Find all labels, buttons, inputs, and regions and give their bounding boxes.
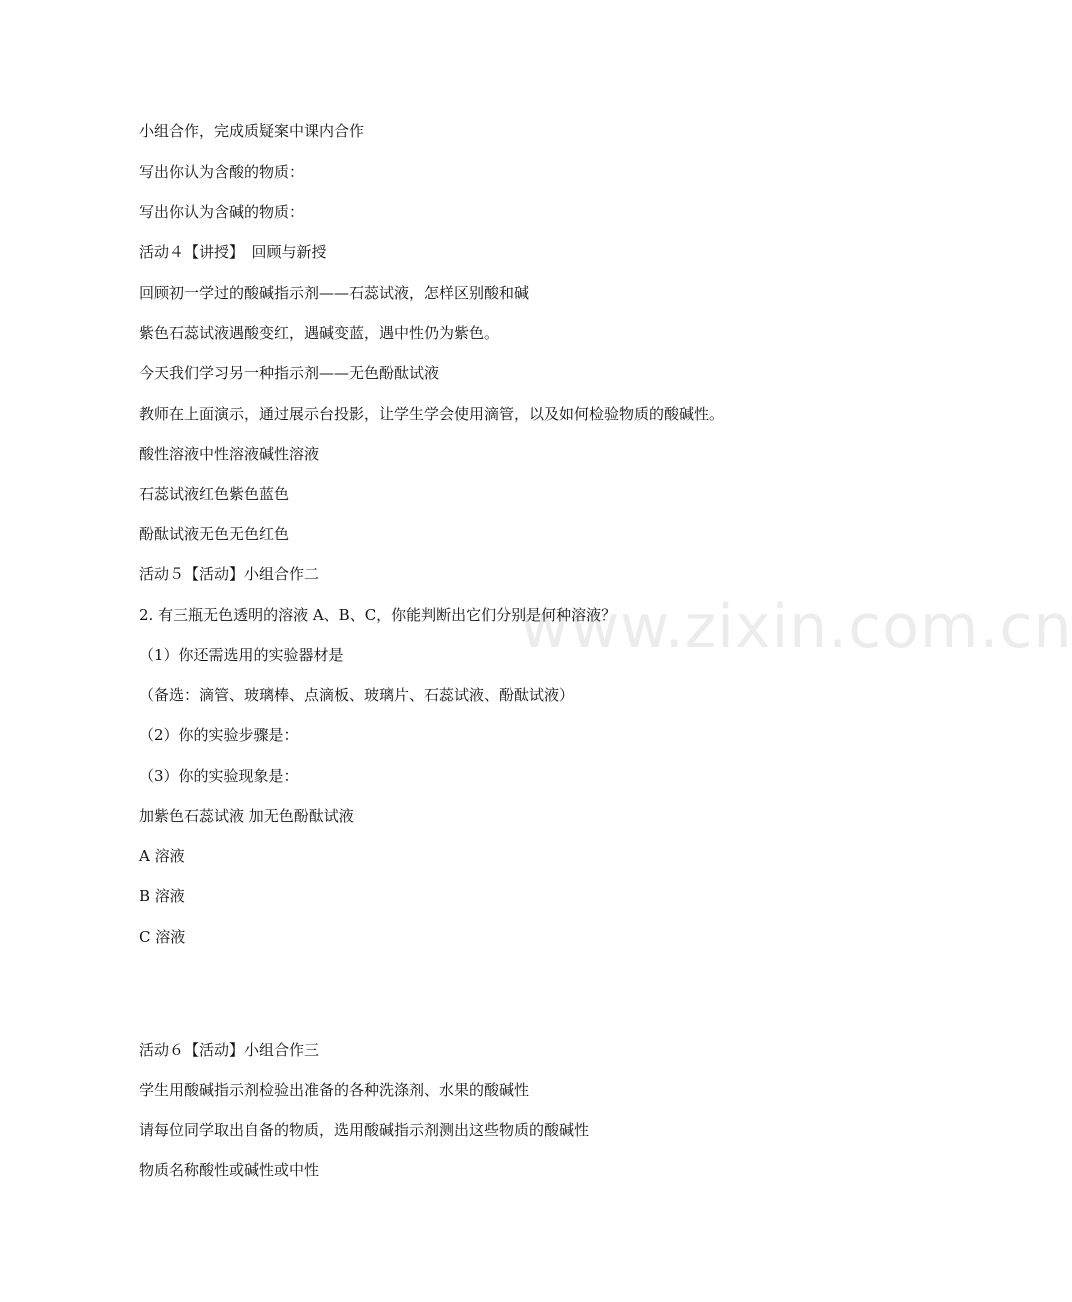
text-line: 活动５【活动】小组合作二 [139, 565, 320, 583]
text-line: 紫色石蕊试液遇酸变红，遇碱变蓝，遇中性仍为紫色。 [139, 324, 500, 342]
text-line: 酚酞试液无色无色红色 [139, 525, 290, 543]
text-line: （备选：滴管、玻璃棒、点滴板、玻璃片、石蕊试液、酚酞试液） [139, 686, 575, 704]
text-line: 加紫色石蕊试液 加无色酚酞试液 [139, 807, 354, 825]
text-line: 学生用酸碱指示剂检验出准备的各种洗涤剂、水果的酸碱性 [139, 1081, 530, 1099]
text-line: （2）你的实验步骤是： [139, 726, 299, 744]
watermark: www.zixin.com.cn [520, 592, 1072, 662]
text-line: 今天我们学习另一种指示剂——无色酚酞试液 [139, 364, 440, 382]
text-line: A 溶液 [139, 847, 185, 865]
text-line: 写出你认为含酸的物质： [139, 163, 305, 181]
text-line: 写出你认为含碱的物质： [139, 203, 305, 221]
text-line: B 溶液 [139, 887, 185, 905]
text-line: （1）你还需选用的实验器材是 [139, 646, 344, 664]
text-line: 活动６【活动】小组合作三 [139, 1041, 320, 1059]
text-line: C 溶液 [139, 928, 186, 946]
text-line: 酸性溶液中性溶液碱性溶液 [139, 445, 320, 463]
text-line: （3）你的实验现象是： [139, 767, 299, 785]
text-line: 物质名称酸性或碱性或中性 [139, 1161, 320, 1179]
text-line: 小组合作，完成质疑案中课内合作 [139, 122, 365, 140]
text-line: 石蕊试液红色紫色蓝色 [139, 485, 290, 503]
text-line: 请每位同学取出自备的物质，选用酸碱指示剂测出这些物质的酸碱性 [139, 1121, 590, 1139]
text-line: 活动４【讲授】 回顾与新授 [139, 243, 327, 261]
text-line: 教师在上面演示，通过展示台投影，让学生学会使用滴管，以及如何检验物质的酸碱性。 [139, 405, 725, 423]
text-line: 回顾初一学过的酸碱指示剂——石蕊试液，怎样区别酸和碱 [139, 284, 530, 302]
text-line: 2. 有三瓶无色透明的溶液 A、B、C，你能判断出它们分别是何种溶液？ [139, 606, 617, 624]
